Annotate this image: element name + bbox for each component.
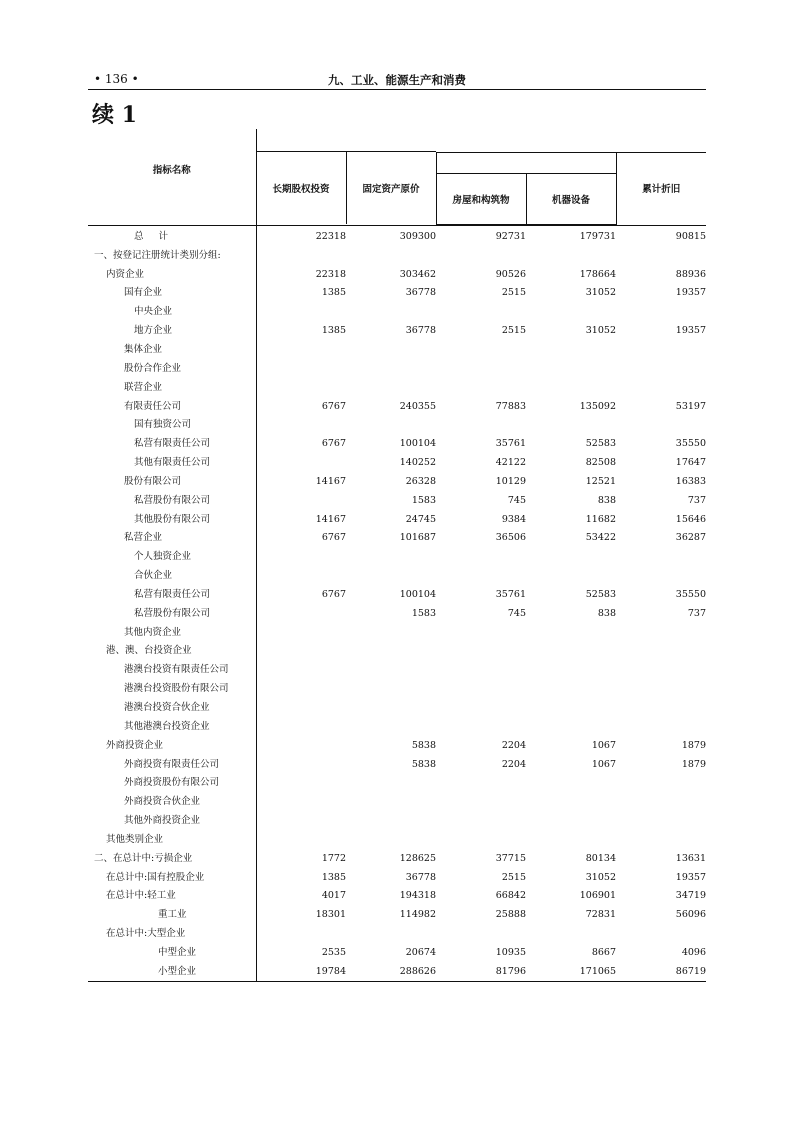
cell-long-term-equity: 6767 — [321, 400, 346, 412]
cell-machinery — [526, 378, 616, 397]
table-row — [88, 359, 706, 378]
cell-fixed-assets: 303462 — [399, 268, 436, 280]
cell-depreciation — [616, 548, 706, 567]
cell-long-term-equity: 1385 — [321, 325, 346, 337]
cell-buildings — [436, 661, 526, 680]
cell-buildings: 2515 — [501, 287, 526, 299]
row-label: 在总计中:轻工业 — [88, 887, 256, 906]
cell-depreciation: 35550 — [675, 438, 707, 450]
cell-machinery: 31052 — [585, 325, 616, 337]
cell-long-term-equity — [256, 717, 346, 736]
row-label: 其他内资企业 — [88, 623, 256, 642]
table-row — [88, 265, 706, 284]
cell-depreciation: 13631 — [675, 852, 707, 864]
cell-depreciation — [616, 793, 706, 812]
cell-machinery: 8667 — [591, 946, 616, 958]
cell-buildings: 81796 — [436, 962, 526, 981]
continuation-title: 续 1 — [92, 102, 137, 128]
cell-depreciation — [616, 717, 706, 736]
row-label: 地方企业 — [88, 322, 256, 341]
cell-machinery — [526, 303, 616, 322]
cell-long-term-equity: 6767 — [321, 532, 346, 544]
cell-long-term-equity — [256, 793, 346, 812]
cell-fixed-assets — [346, 680, 436, 699]
cell-depreciation — [616, 303, 706, 322]
table-row — [88, 472, 706, 491]
cell-long-term-equity — [256, 755, 346, 774]
cell-machinery: 171065 — [526, 962, 616, 981]
cell-long-term-equity: 18301 — [315, 909, 346, 921]
cell-buildings — [436, 416, 526, 435]
row-label: 二、在总计中:亏损企业 — [88, 849, 256, 868]
cell-buildings — [436, 831, 526, 850]
cell-fixed-assets: 20674 — [405, 946, 436, 958]
table-row — [88, 642, 706, 661]
cell-depreciation — [616, 416, 706, 435]
row-label: 内资企业 — [88, 265, 256, 284]
cell-buildings: 745 — [507, 494, 526, 506]
cell-long-term-equity — [256, 812, 346, 831]
cell-buildings — [436, 359, 526, 378]
label-column-header — [88, 129, 256, 224]
page-header — [88, 72, 706, 90]
cell-buildings — [436, 303, 526, 322]
cell-fixed-assets — [346, 378, 436, 397]
row-label: 港澳台投资股份有限公司 — [88, 680, 256, 699]
row-label: 小型企业 — [88, 962, 256, 981]
cell-fixed-assets — [346, 793, 436, 812]
cell-depreciation: 19357 — [675, 871, 707, 883]
cell-depreciation — [616, 567, 706, 586]
row-label: 私营企业 — [88, 529, 256, 548]
cell-buildings: 10129 — [495, 475, 526, 487]
header-rule — [88, 89, 706, 90]
cell-depreciation — [616, 774, 706, 793]
table-row — [88, 868, 706, 887]
cell-fixed-assets: 5838 — [411, 739, 436, 751]
table-row — [88, 378, 706, 397]
cell-long-term-equity — [256, 341, 346, 360]
cell-machinery — [526, 793, 616, 812]
cell-long-term-equity — [256, 246, 346, 265]
cell-long-term-equity: 22318 — [315, 230, 346, 242]
cell-long-term-equity: 1772 — [321, 852, 346, 864]
cell-depreciation: 4096 — [681, 946, 707, 958]
cell-long-term-equity — [256, 699, 346, 718]
cell-machinery — [526, 831, 616, 850]
row-label: 其他股份有限公司 — [88, 510, 256, 529]
table-row — [88, 510, 706, 529]
cell-machinery: 135092 — [579, 400, 616, 412]
cell-depreciation — [616, 831, 706, 850]
cell-fixed-assets: 101687 — [399, 532, 436, 544]
cell-depreciation: 737 — [687, 494, 707, 506]
cell-machinery — [526, 774, 616, 793]
row-label: 合伙企业 — [88, 567, 256, 586]
cell-depreciation — [616, 699, 706, 718]
cell-depreciation: 86719 — [616, 962, 706, 981]
cell-buildings — [436, 548, 526, 567]
cell-long-term-equity — [256, 661, 346, 680]
cell-buildings — [436, 567, 526, 586]
cell-machinery: 52583 — [585, 588, 616, 600]
cell-machinery: 1067 — [591, 758, 616, 770]
row-label: 集体企业 — [88, 341, 256, 360]
cell-depreciation: 90815 — [675, 230, 707, 242]
table-row — [88, 322, 706, 341]
cell-fixed-assets: 128625 — [399, 852, 436, 864]
cell-long-term-equity — [256, 925, 346, 944]
cell-depreciation — [616, 812, 706, 831]
column-header-buildings: 房屋和构筑物 — [436, 173, 526, 224]
table-row — [88, 736, 706, 755]
cell-machinery — [526, 661, 616, 680]
table-row — [88, 680, 706, 699]
cell-machinery — [526, 567, 616, 586]
cell-fixed-assets: 140252 — [399, 457, 436, 469]
row-label: 私营股份有限公司 — [88, 604, 256, 623]
cell-buildings: 2515 — [501, 325, 526, 337]
cell-fixed-assets: 240355 — [399, 400, 436, 412]
row-label: 在总计中:国有控股企业 — [88, 868, 256, 887]
cell-machinery — [526, 246, 616, 265]
table-row — [88, 755, 706, 774]
cell-buildings: 77883 — [495, 400, 526, 412]
cell-buildings — [436, 774, 526, 793]
cell-depreciation: 16383 — [675, 475, 707, 487]
cell-machinery — [526, 812, 616, 831]
row-label: 有限责任公司 — [88, 397, 256, 416]
cell-fixed-assets: 309300 — [399, 230, 436, 242]
cell-fixed-assets — [346, 567, 436, 586]
cell-buildings — [436, 793, 526, 812]
cell-buildings: 36506 — [495, 532, 526, 544]
row-label: 私营有限责任公司 — [88, 435, 256, 454]
row-label: 重工业 — [88, 906, 256, 925]
cell-depreciation: 1879 — [681, 739, 707, 751]
cell-machinery — [526, 699, 616, 718]
table-row — [88, 717, 706, 736]
row-label: 其他外商投资企业 — [88, 812, 256, 831]
cell-fixed-assets: 100104 — [399, 438, 436, 450]
cell-machinery: 31052 — [585, 287, 616, 299]
cell-fixed-assets: 5838 — [411, 758, 436, 770]
row-label: 港澳台投资有限责任公司 — [88, 661, 256, 680]
cell-buildings: 2515 — [501, 871, 526, 883]
cell-fixed-assets — [346, 246, 436, 265]
cell-buildings: 35761 — [495, 588, 526, 600]
cell-buildings: 2204 — [501, 758, 526, 770]
row-label: 外商投资合伙企业 — [88, 793, 256, 812]
cell-depreciation: 17647 — [675, 457, 707, 469]
cell-long-term-equity — [256, 416, 346, 435]
row-label: 外商投资有限责任公司 — [88, 755, 256, 774]
cell-buildings — [436, 699, 526, 718]
cell-fixed-assets — [346, 661, 436, 680]
cell-fixed-assets — [346, 548, 436, 567]
table-row — [88, 793, 706, 812]
cell-depreciation: 737 — [687, 607, 707, 619]
cell-machinery — [526, 359, 616, 378]
cell-machinery: 80134 — [585, 852, 616, 864]
page-number: • 136 • — [94, 72, 139, 86]
table-row — [88, 661, 706, 680]
table-row — [88, 699, 706, 718]
table-row — [88, 548, 706, 567]
cell-machinery: 52583 — [585, 438, 616, 450]
row-label: 股份合作企业 — [88, 359, 256, 378]
cell-machinery — [526, 925, 616, 944]
cell-long-term-equity: 4017 — [321, 890, 346, 902]
cell-machinery — [526, 341, 616, 360]
cell-fixed-assets: 36778 — [405, 871, 436, 883]
cell-buildings — [436, 812, 526, 831]
cell-depreciation: 34719 — [675, 890, 707, 902]
cell-fixed-assets: 24745 — [405, 513, 436, 525]
cell-buildings: 90526 — [495, 268, 526, 280]
table-row — [88, 246, 706, 265]
cell-machinery — [526, 548, 616, 567]
cell-buildings — [436, 246, 526, 265]
cell-long-term-equity — [256, 736, 346, 755]
cell-buildings: 42122 — [495, 457, 526, 469]
cell-long-term-equity — [256, 623, 346, 642]
table-row — [88, 774, 706, 793]
cell-depreciation: 56096 — [675, 909, 707, 921]
cell-depreciation — [616, 623, 706, 642]
cell-fixed-assets — [346, 831, 436, 850]
table-row — [88, 586, 706, 605]
table-row — [88, 567, 706, 586]
cell-depreciation: 19357 — [675, 325, 707, 337]
cell-buildings — [436, 925, 526, 944]
cell-depreciation — [616, 642, 706, 661]
cell-long-term-equity: 14167 — [315, 475, 346, 487]
cell-long-term-equity — [256, 359, 346, 378]
cell-buildings: 25888 — [495, 909, 526, 921]
cell-long-term-equity — [256, 303, 346, 322]
row-label: 港、澳、台投资企业 — [88, 642, 256, 661]
table-row — [88, 435, 706, 454]
cell-machinery — [526, 623, 616, 642]
cell-machinery: 11682 — [585, 513, 616, 525]
table-row — [88, 416, 706, 435]
cell-long-term-equity — [256, 642, 346, 661]
cell-fixed-assets: 1583 — [411, 494, 436, 506]
cell-long-term-equity: 2535 — [321, 946, 346, 958]
cell-depreciation: 19357 — [675, 287, 707, 299]
header-spacer — [256, 129, 706, 152]
cell-machinery — [526, 680, 616, 699]
cell-machinery — [526, 717, 616, 736]
cell-depreciation: 53197 — [675, 400, 707, 412]
cell-fixed-assets — [346, 642, 436, 661]
cell-long-term-equity — [256, 774, 346, 793]
cell-long-term-equity — [256, 567, 346, 586]
column-header-machinery: 机器设备 — [526, 173, 616, 224]
cell-buildings: 66842 — [495, 890, 526, 902]
table-row — [88, 849, 706, 868]
cell-buildings: 9384 — [501, 513, 526, 525]
section-title: 九、工业、能源生产和消费 — [328, 73, 466, 87]
cell-fixed-assets: 100104 — [399, 588, 436, 600]
cell-fixed-assets: 288626 — [346, 962, 436, 981]
cell-long-term-equity — [256, 604, 346, 623]
row-label: 股份有限公司 — [88, 472, 256, 491]
cell-long-term-equity — [256, 491, 346, 510]
table-row — [88, 831, 706, 850]
cell-depreciation — [616, 246, 706, 265]
cell-fixed-assets — [346, 623, 436, 642]
cell-machinery: 72831 — [585, 909, 616, 921]
cell-machinery: 12521 — [585, 475, 616, 487]
cell-depreciation — [616, 378, 706, 397]
cell-fixed-assets — [346, 717, 436, 736]
cell-buildings: 2204 — [501, 739, 526, 751]
cell-buildings — [436, 717, 526, 736]
cell-fixed-assets: 194318 — [399, 890, 436, 902]
table-body — [88, 225, 706, 982]
cell-depreciation: 35550 — [675, 588, 707, 600]
cell-fixed-assets: 1583 — [411, 607, 436, 619]
cell-buildings: 92731 — [495, 230, 526, 242]
table-row — [88, 284, 706, 303]
statistics-table — [88, 129, 706, 982]
cell-depreciation — [616, 661, 706, 680]
cell-buildings — [436, 623, 526, 642]
cell-long-term-equity — [256, 831, 346, 850]
table-row — [88, 925, 706, 944]
row-label: 外商投资企业 — [88, 736, 256, 755]
cell-machinery: 31052 — [585, 871, 616, 883]
cell-machinery: 178664 — [579, 268, 616, 280]
row-label: 外商投资股份有限公司 — [88, 774, 256, 793]
row-label: 国有独资公司 — [88, 416, 256, 435]
cell-machinery — [526, 416, 616, 435]
table-row — [88, 604, 706, 623]
row-label: 一、按登记注册统计类别分组: — [88, 246, 256, 265]
cell-long-term-equity: 22318 — [315, 268, 346, 280]
cell-machinery: 838 — [597, 607, 616, 619]
cell-depreciation — [616, 359, 706, 378]
cell-long-term-equity — [256, 454, 346, 473]
cell-long-term-equity — [256, 378, 346, 397]
cell-depreciation — [616, 925, 706, 944]
table-row — [88, 341, 706, 360]
table-row — [88, 529, 706, 548]
cell-long-term-equity: 19784 — [256, 962, 346, 981]
cell-fixed-assets: 26328 — [405, 475, 436, 487]
column-group-header-empty — [436, 152, 616, 173]
row-label: 个人独资企业 — [88, 548, 256, 567]
table-row — [88, 812, 706, 831]
table-row — [88, 454, 706, 473]
cell-buildings — [436, 341, 526, 360]
table-row — [88, 623, 706, 642]
cell-long-term-equity: 6767 — [321, 438, 346, 450]
cell-fixed-assets — [346, 925, 436, 944]
table-row — [88, 303, 706, 322]
cell-buildings — [436, 642, 526, 661]
cell-machinery: 53422 — [585, 532, 616, 544]
cell-fixed-assets — [346, 359, 436, 378]
row-label: 私营股份有限公司 — [88, 491, 256, 510]
cell-long-term-equity: 1385 — [321, 871, 346, 883]
cell-buildings: 35761 — [495, 438, 526, 450]
cell-fixed-assets: 36778 — [405, 325, 436, 337]
column-header-depreciation: 累计折旧 — [616, 152, 706, 224]
cell-long-term-equity: 6767 — [321, 588, 346, 600]
table-row — [88, 397, 706, 416]
cell-depreciation — [616, 680, 706, 699]
cell-machinery: 1067 — [591, 739, 616, 751]
cell-buildings: 37715 — [495, 852, 526, 864]
row-label: 其他类别企业 — [88, 831, 256, 850]
row-label: 港澳台投资合伙企业 — [88, 699, 256, 718]
table-row — [88, 491, 706, 510]
cell-depreciation: 36287 — [675, 532, 707, 544]
cell-long-term-equity — [256, 548, 346, 567]
cell-machinery: 106901 — [579, 890, 616, 902]
cell-fixed-assets — [346, 699, 436, 718]
table-row — [88, 887, 706, 906]
cell-fixed-assets — [346, 341, 436, 360]
cell-long-term-equity: 14167 — [315, 513, 346, 525]
cell-buildings: 10935 — [495, 946, 526, 958]
row-label: 私营有限责任公司 — [88, 586, 256, 605]
cell-buildings — [436, 378, 526, 397]
cell-long-term-equity — [256, 680, 346, 699]
cell-fixed-assets — [346, 812, 436, 831]
cell-machinery — [526, 642, 616, 661]
row-label: 中型企业 — [88, 944, 256, 963]
cell-fixed-assets — [346, 416, 436, 435]
cell-long-term-equity: 1385 — [321, 287, 346, 299]
label-column-header-text: 指标名称 — [152, 164, 191, 176]
row-label: 联营企业 — [88, 378, 256, 397]
table-row — [88, 906, 706, 925]
cell-fixed-assets — [346, 303, 436, 322]
cell-machinery: 179731 — [579, 230, 616, 242]
cell-depreciation: 15646 — [675, 513, 707, 525]
cell-machinery: 838 — [597, 494, 616, 506]
cell-depreciation: 88936 — [675, 268, 707, 280]
cell-machinery: 82508 — [585, 457, 616, 469]
cell-fixed-assets — [346, 774, 436, 793]
cell-depreciation: 1879 — [681, 758, 707, 770]
row-label: 其他有限责任公司 — [88, 454, 256, 473]
table-row — [88, 225, 706, 246]
cell-fixed-assets: 114982 — [399, 909, 436, 921]
row-label: 在总计中:大型企业 — [88, 925, 256, 944]
cell-buildings: 745 — [507, 607, 526, 619]
row-label: 其他港澳台投资企业 — [88, 717, 256, 736]
column-header-long-term-equity: 长期股权投资 — [256, 152, 346, 224]
cell-fixed-assets: 36778 — [405, 287, 436, 299]
table-row — [88, 962, 706, 981]
cell-depreciation — [616, 341, 706, 360]
table-row — [88, 944, 706, 963]
column-header-fixed-assets: 固定资产原价 — [346, 152, 436, 224]
row-label: 中央企业 — [88, 303, 256, 322]
row-label: 国有企业 — [88, 284, 256, 303]
row-label: 总 计 — [88, 225, 256, 246]
cell-buildings — [436, 680, 526, 699]
